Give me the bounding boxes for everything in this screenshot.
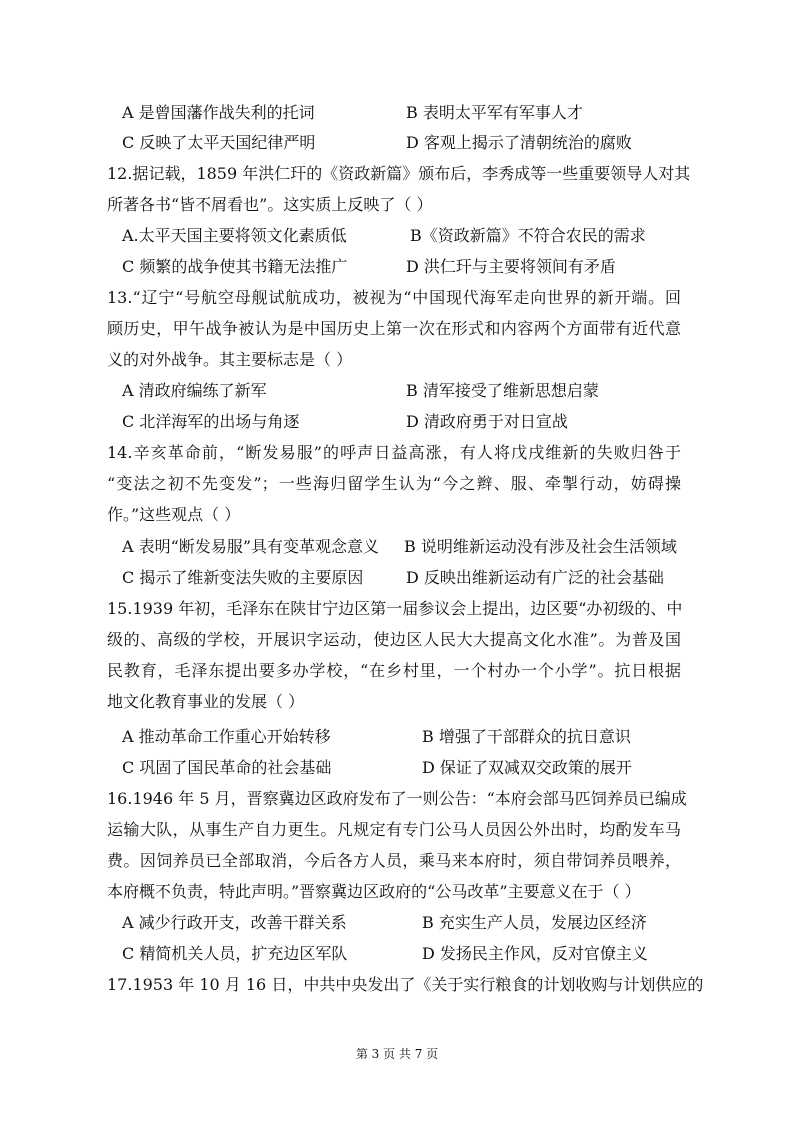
q12-option-b: B《资政新篇》不符合农民的需求: [410, 226, 646, 245]
q15-option-a: A 推动革命工作重心开始转移: [122, 727, 331, 746]
q16-option-b: B 充实生产人员，发展边区经济: [422, 913, 647, 932]
q12-option-d: D 洪仁玕与主要将领间有矛盾: [406, 257, 616, 276]
q13-stem-line-1: 13.“辽宁“号航空母舰试航成功，被视为“中国现代海军走向世界的新开端。回: [107, 288, 681, 307]
q16-stem-line-3: 费。因饲养员已全部取消，今后各方人员，乘马来本府时，须自带饲养员喂养，: [107, 851, 681, 870]
q11-option-d: D 客观上揭示了清朝统治的腐败: [406, 133, 632, 152]
q11-option-c: C 反映了太平天国纪律严明: [122, 133, 316, 152]
q13-stem-line-3: 义的对外战争。其主要标志是（ ）: [107, 350, 353, 369]
q16-stem-line-4: 本府概不负责，特此声明。”晋察冀边区政府的“公马改革”主要意义在于（ ）: [107, 882, 641, 901]
q15-stem-line-1: 15.1939 年初，毛泽东在陕甘宁边区第一届参议会上提出，边区要“办初级的、中: [107, 599, 683, 618]
q15-option-b: B 增强了干部群众的抗日意识: [422, 727, 631, 746]
q14-option-a: A 表明“断发易服”具有变革观念意义: [122, 537, 380, 556]
q14-stem-line-2: “变法之初不先变发”；一些海归留学生认为“今之辫、服、牵掣行动，妨碍操: [107, 474, 681, 493]
q11-option-b: B 表明太平军有军事人才: [406, 103, 583, 122]
q13-stem-line-2: 顾历史，甲午战争被认为是中国历史上第一次在形式和内容两个方面带有近代意: [107, 319, 681, 338]
q14-stem-line-3: 作。”这些观点（ ）: [107, 505, 241, 524]
page-footer: 第 3 页 共 7 页: [355, 1047, 439, 1061]
q14-option-c: C 揭示了维新变法失败的主要原因: [122, 568, 364, 587]
q16-option-d: D 发扬民主作风，反对官僚主义: [422, 944, 648, 963]
q16-stem-line-2: 运输大队，从事生产自力更生。凡规定有专门公马人员因公外出时，均酌发车马: [107, 820, 681, 839]
q13-option-a: A 清政府编练了新军: [122, 381, 267, 400]
q14-stem-line-1: 14.辛亥革命前，“断发易服”的呼声日益高涨，有人将戊戌维新的失败归咎于: [107, 443, 681, 462]
q12-stem-line-1: 12.据记载，1859 年洪仁玕的《资政新篇》颁布后，李秀成等一些重要领导人对其: [107, 164, 691, 183]
q15-stem-line-3: 民教育，毛泽东提出要多办学校，“在乡村里，一个村办一个小学”。抗日根据: [107, 661, 681, 680]
q15-option-c: C 巩固了国民革命的社会基础: [122, 758, 332, 777]
q12-option-a: A.太平天国主要将领文化素质低: [122, 226, 347, 245]
q16-option-c: C 精简机关人员，扩充边区军队: [122, 944, 348, 963]
q12-option-c: C 频繁的战争使其书籍无法推广: [122, 257, 348, 276]
q15-stem-line-2: 级的、高级的学校，开展识字运动，使边区人民大大提高文化水准”。为普及国: [107, 630, 681, 649]
q14-option-b: B 说明维新运动没有涉及社会生活领域: [404, 537, 677, 556]
q17-stem-line-1: 17.1953 年 10 月 16 日，中共中央发出了《关于实行粮食的计划收购与计划供应的: [107, 975, 704, 994]
q11-option-a: A 是曾国藩作战失利的托词: [122, 103, 315, 122]
q16-option-a: A 减少行政开支，改善干群关系: [122, 913, 347, 932]
q13-option-c: C 北洋海军的出场与角逐: [122, 412, 300, 431]
q12-stem-line-2: 所著各书“皆不屑看也”。这实质上反映了（ ）: [107, 195, 433, 214]
q15-stem-line-4: 地文化教育事业的发展（ ）: [107, 692, 305, 711]
q13-option-b: B 清军接受了维新思想启蒙: [406, 381, 599, 400]
q16-stem-line-1: 16.1946 年 5 月，晋察冀边区政府发布了一则公告：“本府会部马匹饲养员已编成: [107, 789, 687, 808]
q14-option-d: D 反映出维新运动有广泛的社会基础: [406, 568, 664, 587]
q15-option-d: D 保证了双减双交政策的展开: [422, 758, 632, 777]
q13-option-d: D 清政府勇于对日宣战: [406, 412, 568, 431]
